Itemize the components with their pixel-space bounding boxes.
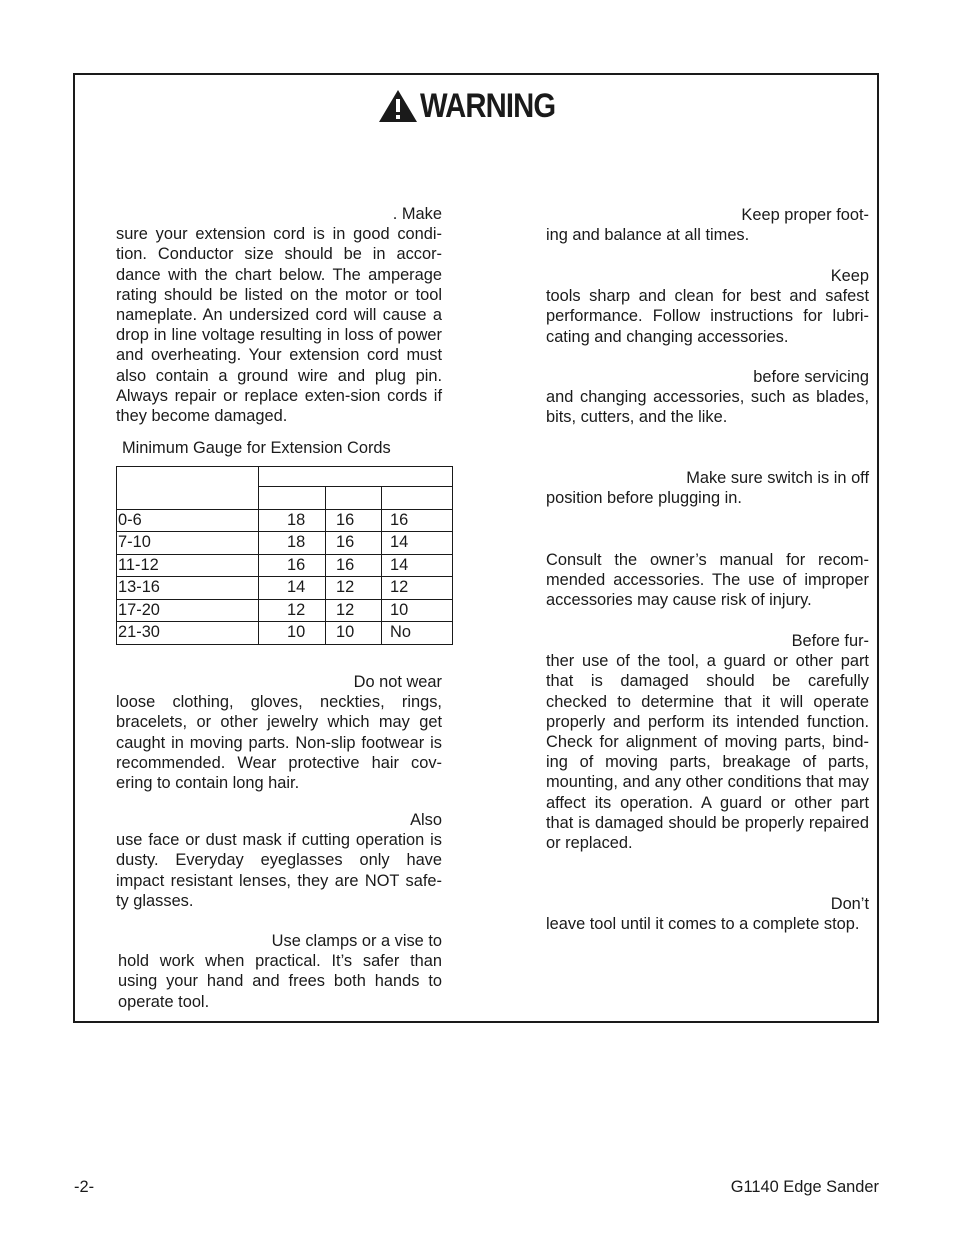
table-header-row-1: [117, 467, 453, 487]
warning-triangle-icon: [378, 89, 418, 123]
disconnect-paragraph: before servicing and changing accessories, such as blades, bits, cutters, and the like.: [546, 368, 869, 427]
safety-glasses-paragraph: Also use face or dust mask if cutting operation is dusty. Everyday eyeglasses only have impact resistant lenses, they are NOT safe-ty glasses.: [116, 811, 442, 910]
clamps-paragraph: Use clamps or a vise to hold work when practical. It’s safer than using your hand and frees both hands to operate tool.: [118, 932, 442, 1011]
header-cell: [382, 487, 453, 510]
table-row: 0-6 18 16 16: [117, 509, 453, 532]
warning-title: WARNING: [420, 87, 556, 125]
table-row: 21-30 10 10 No: [117, 622, 453, 645]
warning-header: [378, 88, 577, 124]
table-row: 7-10 18 16 14: [117, 532, 453, 555]
model-name: G1140 Edge Sander: [730, 1178, 879, 1196]
damaged-parts-paragraph: Before fur- ther use of the tool, a guard or other part that is damaged should be carefully checked to determine that it will operate properly and perform its intended function. Check for alignment of moving parts, bind-ing of moving parts, breakage of parts, mounting, and any other conditions that may affect its operation. A guard or other part that is damaged should be properly repaired or replaced.: [546, 632, 869, 853]
gauge-table: [116, 466, 453, 645]
footing-paragraph: Keep proper foot- ing and balance at all times.: [546, 206, 869, 245]
tool-maintenance-paragraph: Keep tools sharp and clean for best and safest performance. Follow instructions for lubri-cating and changing accessories.: [546, 267, 869, 346]
clothing-paragraph: Do not wear loose clothing, gloves, neckties, rings, bracelets, or other jewelry which may get caught in moving parts. Non-slip footwear is recommended. Wear protective hair cov-ering to contain long hair.: [116, 673, 442, 793]
table-row: 17-20 12 12 10: [117, 599, 453, 622]
extension-cord-paragraph: . Make sure your extension cord is in good condi-tion. Conductor size should be in accor-dance with the chart below. The amperage rating should be listed on the motor or tool nameplate. An undersized cord will cause a drop in line voltage resulting in loss of power and overheating. Your extension cord must also contain a ground wire and plug pin. Always repair or replace exten-sion cords if they become damaged.: [116, 205, 442, 426]
header-cell: [326, 487, 382, 510]
switch-paragraph: Make sure switch is in off position before plugging in.: [546, 469, 869, 508]
table-title: Minimum Gauge for Extension Cords: [122, 439, 391, 457]
header-cell: [259, 487, 326, 510]
header-cell: [117, 467, 259, 510]
accessories-paragraph: Consult the owner’s manual for recom-mended accessories. The use of improper accessories may cause risk of injury.: [546, 551, 869, 610]
table-row: 11-12 16 16 14: [117, 554, 453, 577]
unattended-paragraph: Don’t leave tool until it comes to a complete stop.: [546, 895, 869, 934]
table-row: 13-16 14 12 12: [117, 577, 453, 600]
page-number: -2-: [74, 1178, 95, 1196]
header-cell: [259, 467, 453, 487]
